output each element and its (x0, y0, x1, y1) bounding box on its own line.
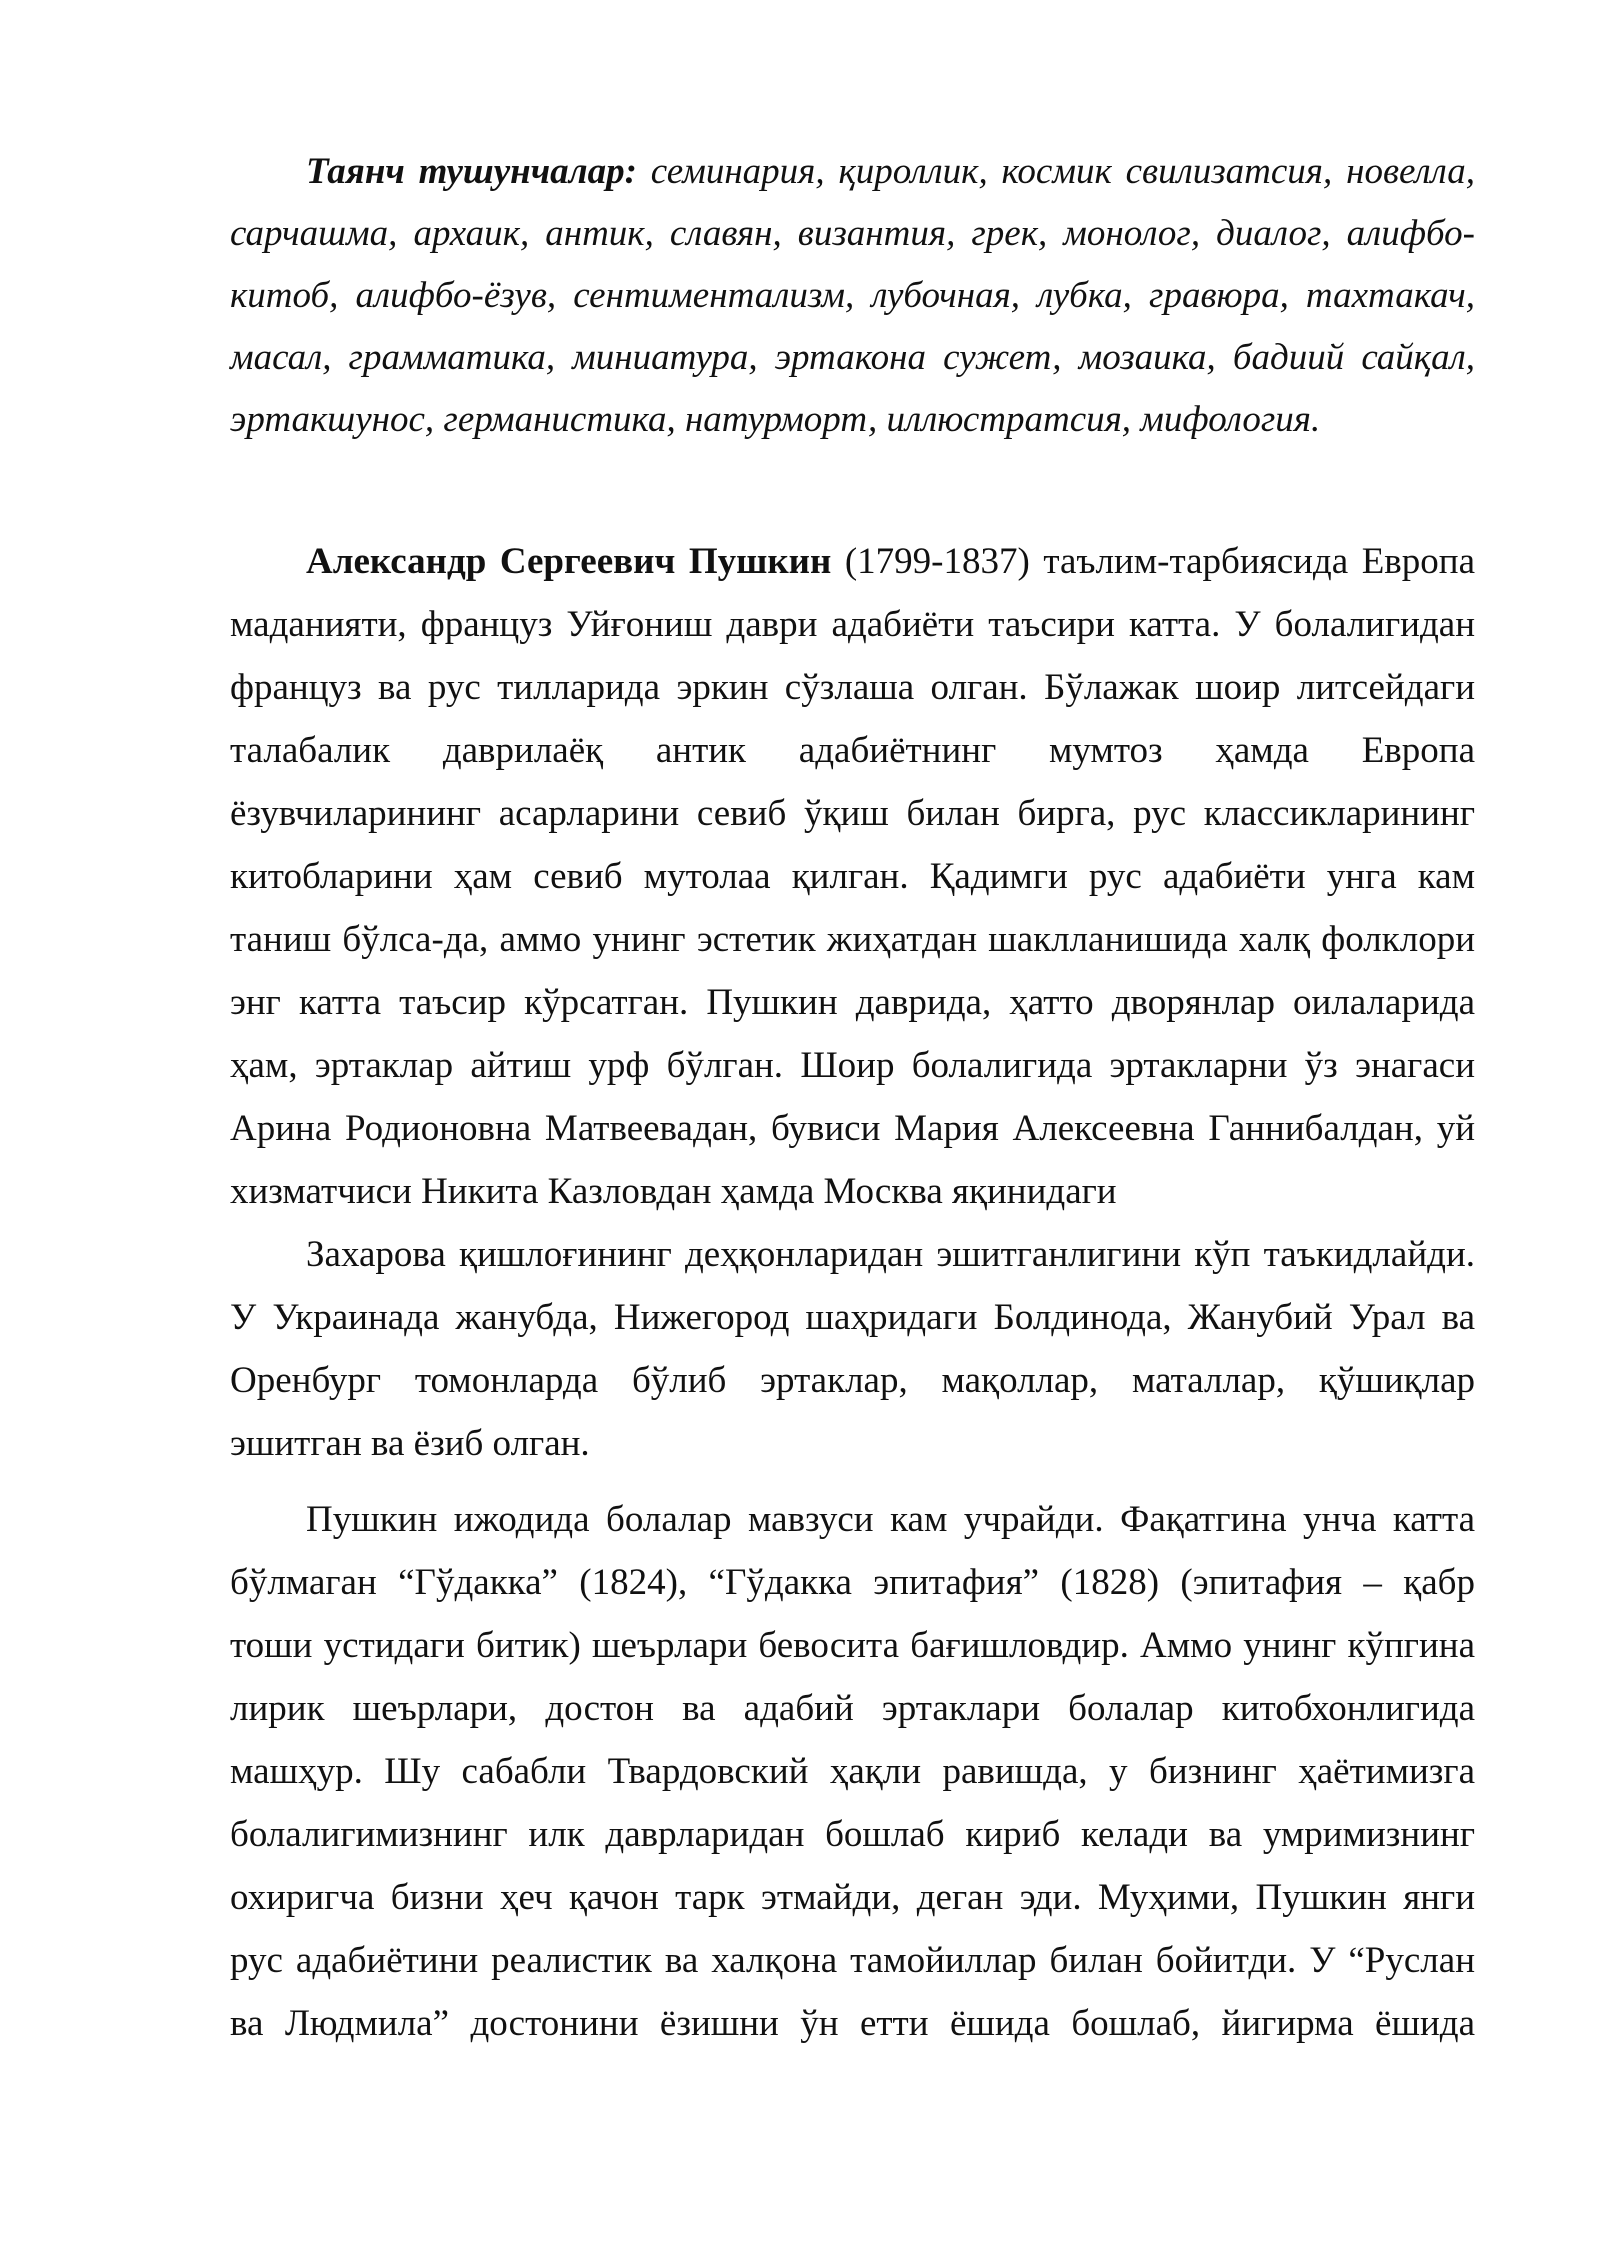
paragraph1-line-6: китобларини ҳам севиб мутолаа қилган. Қадимги рус адабиёти унга кам (230, 856, 1475, 897)
paragraph1-line-1 (306, 540, 1475, 584)
paragraph3-line-7: охиригча бизни ҳеч қачон тарк этмайди, деган эди. Муҳими, Пушкин янги (230, 1877, 1475, 1918)
author-name: Александр Сергеевич Пушкин (306, 541, 832, 582)
paragraph2-line-3: Оренбург томонларда бўлиб эртаклар, мақоллар, маталлар, қўшиқлар (230, 1360, 1475, 1401)
paragraph1-line-3: француз ва рус тилларида эркин сўзлаша олган. Бўлажак шоир литсейдаги (230, 667, 1475, 708)
paragraph2-line-2: У Украинада жанубда, Нижегород шаҳридаги Болдинода, Жанубий Урал ва (230, 1297, 1475, 1338)
keywords-line-2: сарчашма, архаик, антик, славян, византия, грек, монолог, диалог, алифбо- (230, 213, 1475, 254)
paragraph3-line-1: Пушкин ижодида болалар мавзуси кам учрайди. Фақатгина унча катта (306, 1499, 1475, 1540)
keywords-line-5: эртакшунос, германистика, натурморт, иллюстратсия, мифология. (230, 399, 1321, 440)
paragraph3-line-6: болалигимизнинг илк даврларидан бошлаб кириб келади ва умримизнинг (230, 1814, 1475, 1855)
paragraph1-line-9: ҳам, эртаклар айтиш урф бўлган. Шоир болалигида эртакларни ўз энагаси (230, 1045, 1475, 1086)
paragraph1-line-10: Арина Родионовна Матвеевадан, бувиси Мария Алексеевна Ганнибалдан, уй (230, 1108, 1475, 1149)
keywords-label: Таянч тушунчалар: (306, 151, 637, 192)
paragraph1-line-11: хизматчиси Никита Казловдан ҳамда Москва яқинидаги (230, 1171, 1117, 1212)
paragraph3-line-2: бўлмаган “Гўдакка” (1824), “Гўдакка эпитафия” (1828) (эпитафия – қабр (230, 1562, 1475, 1603)
paragraph1-line-7: таниш бўлса-да, аммо унинг эстетик жиҳатдан шаклланишида халқ фолклори (230, 919, 1475, 960)
paragraph1-line-2: маданияти, француз Уйғониш даври адабиёти таъсири катта. У болалигидан (230, 604, 1475, 645)
keywords-line-4: масал, грамматика, миниатура, эртакона сужет, мозаика, бадиий сайқал, (230, 337, 1475, 378)
paragraph3-line-3: тоши устидаги битик) шеърлари бевосита бағишловдир. Аммо унинг кўпгина (230, 1625, 1475, 1666)
paragraph1-line-8: энг катта таъсир кўрсатган. Пушкин даврида, ҳатто дворянлар оилаларида (230, 982, 1475, 1023)
paragraph3-line-9: ва Людмила” достонини ёзишни ўн етти ёшида бошлаб, йигирма ёшида (230, 2003, 1475, 2044)
paragraph2-line-1: Захарова қишлоғининг деҳқонларидан эшитганлигини кўп таъкидлайди. (306, 1234, 1475, 1275)
keywords-text: семинария, қироллик, космик свилизатсия, новелла, (636, 151, 1475, 192)
paragraph3-line-8: рус адабиётини реалистик ва халқона тамойиллар билан бойитди. У “Руслан (230, 1940, 1475, 1981)
paragraph3-line-5: машҳур. Шу сабабли Твардовский ҳақли равишда, у бизнинг ҳаётимизга (230, 1751, 1475, 1792)
keywords-line-1 (306, 150, 1475, 194)
paragraph2-line-4: эшитган ва ёзиб олган. (230, 1423, 590, 1464)
paragraph3-line-4: лирик шеърлари, достон ва адабий эртаклари болалар китобхонлигида (230, 1688, 1475, 1729)
paragraph1-line-5: ёзувчиларининг асарларини севиб ўқиш билан бирга, рус классикларининг (230, 793, 1475, 834)
paragraph1-line-4: талабалик даврилаёқ антик адабиётнинг мумтоз ҳамда Европа (230, 730, 1475, 771)
paragraph1-first-line-text: (1799-1837) таълим-тарбиясида Европа (831, 541, 1475, 582)
keywords-line-3: китоб, алифбо-ёзув, сентиментализм, лубочная, лубка, гравюра, тахтакач, (230, 275, 1475, 316)
